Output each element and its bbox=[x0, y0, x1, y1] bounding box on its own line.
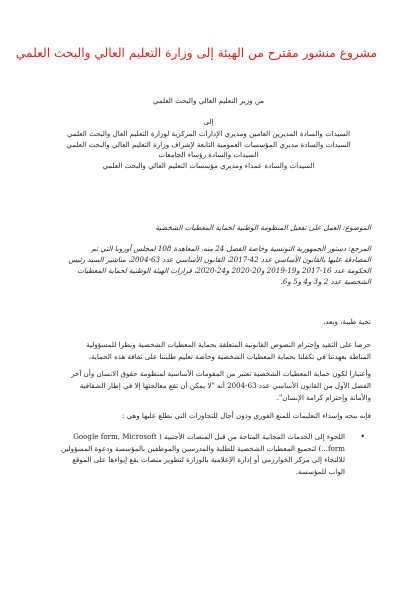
bullet-line: الواب للمؤسسة. bbox=[295, 466, 345, 476]
paragraph-2 bbox=[44, 368, 371, 404]
reference-line: الحكومة عدد 16-2017 و19-2019 و20-2020 و24-2020، قرارات الهيئة الوطنية لحماية المعطيات bbox=[77, 266, 371, 275]
bullet-icon: • bbox=[360, 432, 365, 441]
paragraph-line: وأعتبارا لكون حماية المعطيات الشخصية تعتبر من المقومات الأساسية لمنظومة حقوق الانسان وأن آخر bbox=[71, 369, 371, 378]
reference-block bbox=[44, 243, 371, 287]
paragraph-line: حرصا على التقيد وإحترام النصوص القانونية المتعلقة بحماية المعطيات الشخصية ونظرا للمسؤولية bbox=[86, 340, 371, 349]
reference-line: المصادقة عليها بالقانون الأساسي عدد 42-2017، القانون الأساسي عدد 63-2004، مناشير السيد رئيس bbox=[68, 255, 371, 264]
document-title: مشروع منشور مقترح من الهيئة إلى وزارة التعليم العالي والبحث العلمي bbox=[15, 46, 377, 60]
paragraph-1 bbox=[44, 339, 371, 363]
bullet-line: للالتجاء إلى مركز الخوارزمي أو إدارة الإعلامية بالوزارة لتطوير منصات يقع إيواءها على الموقع bbox=[72, 455, 345, 465]
bullet-list-item bbox=[44, 431, 371, 477]
instruction-line: فإنه ينجه وإسداء التعليمات للمنع الفوري ودون أجال للتجاوزات التي نطلع عليها وهي : bbox=[121, 411, 371, 420]
subject-line: الموضوع: العمل على تفعيل المنظومة الوطنية لحماية المعطيات الشخصية bbox=[155, 223, 371, 232]
address-block bbox=[40, 96, 377, 171]
recipient-line: السيدات والسادة عمداء ومديري مؤسسات التعليم العالي والبحث العلمي bbox=[102, 160, 315, 170]
reference-line: المرجع: دستور الجمهورية التونسية وخاصة الفصل 24 منه، المعاهدة 108 لمجلس أوروبا التي تم bbox=[91, 244, 371, 253]
paragraph-line: المناطة بعهدتنا في تكفلنا بحماية المعطيات الشخصية وخاصة تعليم طلبتنا على ثقافة هذه الحماية، bbox=[88, 352, 371, 361]
paragraph-line: الفصل الأول من القانون الأساسي عدد 63-2004 أنه "لا يمكن أن تقع معالجتها إلا في إطار الشفافية bbox=[79, 381, 371, 390]
bullet-line: form...) لتجميع المعطيات الشخصية للطلبة والمدرسين والموظفين بالمؤسسة ودعوة المسؤولين bbox=[60, 443, 345, 453]
recipient-line: السيدات والسادة رؤساء الجامعات bbox=[158, 150, 259, 159]
recipient-line: السيدات والسادة مديري المؤسسات العمومية التابعة لإشراف وزارة التعليم العالي والبحث العلمي bbox=[66, 139, 351, 149]
greeting: تحية طيبة، وبعد، bbox=[323, 317, 371, 326]
bullet-line: اللجوء إلى الخدمات المجانية المتاحة من قبل المنصات الأجنبية ( Google form, Microsoft bbox=[73, 432, 345, 441]
sender-line: من وزير التعليم العالي والبحث العلمي bbox=[152, 96, 265, 105]
paragraph-line: والأمانة وإحترام كرامة الإنسان". bbox=[276, 393, 371, 402]
reference-line: الشخصية عدد 2 و3 و4 و5 و6. bbox=[280, 277, 371, 286]
to-line: إلى bbox=[203, 116, 214, 126]
recipient-line: السيدات والسادة المديرين العامين ومديري الإدارات المركزية لوزارة التعليم العال والبحث العلمي bbox=[66, 129, 351, 138]
